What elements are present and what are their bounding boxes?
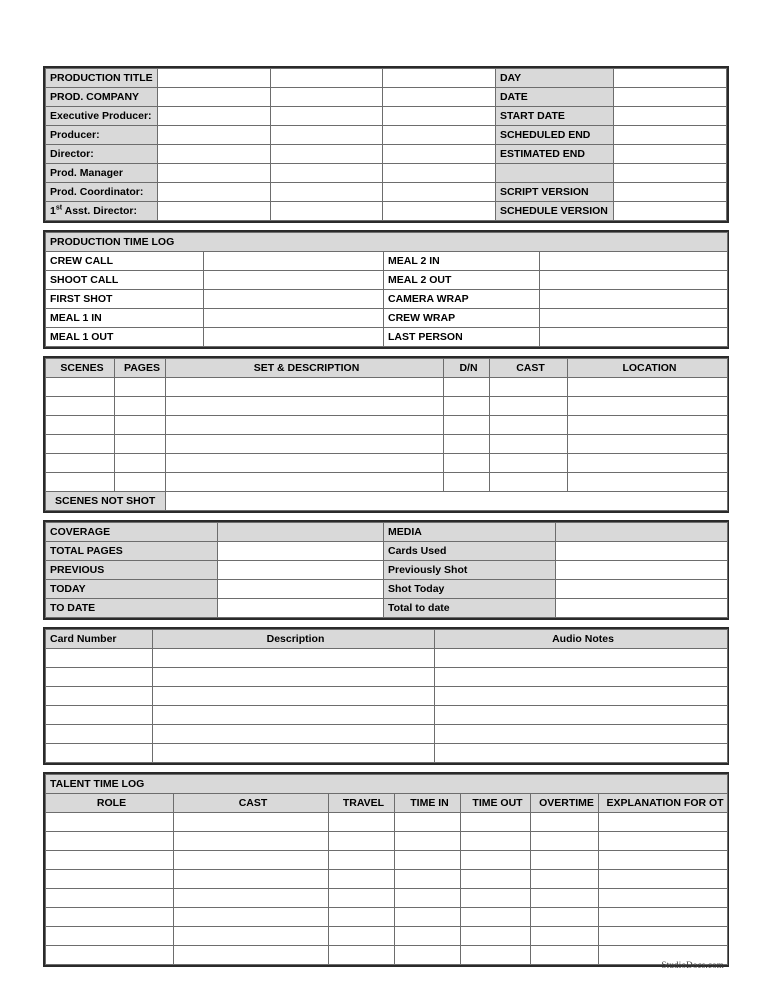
field-total-pages[interactable]: [218, 542, 384, 561]
label-meal-2-out: MEAL 2 OUT: [384, 271, 540, 290]
cell-explanation[interactable]: [599, 851, 728, 870]
cell-scenes[interactable]: [46, 473, 115, 492]
column-header-time-in: TIME IN: [395, 794, 461, 813]
field-prod-coordinator-3[interactable]: [383, 183, 495, 202]
field-prod-company-3[interactable]: [383, 88, 495, 107]
table-row: [46, 775, 728, 794]
field-previously-shot[interactable]: [556, 561, 728, 580]
field-start-date[interactable]: [614, 107, 727, 126]
cell-travel[interactable]: [329, 946, 395, 965]
table-row: [46, 69, 727, 88]
table-row: [46, 744, 728, 763]
table-row: [46, 88, 727, 107]
field-script-version[interactable]: [614, 183, 727, 202]
table-row: [46, 687, 728, 706]
label-to-date: TO DATE: [46, 599, 218, 618]
label-total-to-date: Total to date: [384, 599, 556, 618]
field-first-shot[interactable]: [204, 290, 384, 309]
cell-scenes[interactable]: [46, 397, 115, 416]
table-row: [46, 870, 728, 889]
cell-time-out[interactable]: [461, 832, 531, 851]
table-row: [46, 908, 728, 927]
label-prod-coordinator: Prod. Coordinator:: [46, 183, 158, 202]
cell-scenes[interactable]: [46, 378, 115, 397]
label-executive-producer: Executive Producer:: [46, 107, 158, 126]
table-row: [46, 946, 728, 965]
cell-cast[interactable]: [174, 851, 329, 870]
field-prod-coordinator-1[interactable]: [158, 183, 270, 202]
field-cards-used[interactable]: [556, 542, 728, 561]
cell-dn[interactable]: [444, 473, 490, 492]
cell-overtime[interactable]: [531, 851, 599, 870]
cell-cast[interactable]: [174, 889, 329, 908]
label-today: TODAY: [46, 580, 218, 599]
field-producer-3[interactable]: [383, 126, 495, 145]
field-meal-2-in[interactable]: [540, 252, 728, 271]
cell-set-description[interactable]: [166, 435, 444, 454]
cell-role[interactable]: [46, 832, 174, 851]
cell-time-in[interactable]: [395, 832, 461, 851]
label-crew-wrap: CREW WRAP: [384, 309, 540, 328]
cell-time-out[interactable]: [461, 851, 531, 870]
scenes-table: [43, 356, 729, 513]
field-prod-company-2[interactable]: [270, 88, 382, 107]
cell-time-in[interactable]: [395, 870, 461, 889]
field-first-asst-director-1[interactable]: [158, 202, 270, 221]
field-media: [556, 523, 728, 542]
cell-cast[interactable]: [174, 927, 329, 946]
column-header-audio-notes: Audio Notes: [435, 630, 728, 649]
cell-audio-notes[interactable]: [435, 649, 728, 668]
label-scheduled-end: SCHEDULED END: [495, 126, 614, 145]
form-sheet: [43, 66, 725, 975]
cell-card-number[interactable]: [46, 725, 153, 744]
cell-description[interactable]: [153, 725, 435, 744]
cell-overtime[interactable]: [531, 832, 599, 851]
cell-pages[interactable]: [115, 416, 166, 435]
field-estimated-end[interactable]: [614, 145, 727, 164]
label-coverage: COVERAGE: [46, 523, 218, 542]
label-production-title: PRODUCTION TITLE: [46, 69, 158, 88]
cell-pages[interactable]: [115, 378, 166, 397]
cell-role[interactable]: [46, 870, 174, 889]
cell-set-description[interactable]: [166, 416, 444, 435]
cell-role[interactable]: [46, 927, 174, 946]
cell-set-description[interactable]: [166, 473, 444, 492]
field-director-3[interactable]: [383, 145, 495, 164]
table-row: [46, 202, 727, 221]
cell-set-description[interactable]: [166, 454, 444, 473]
field-executive-producer-3[interactable]: [383, 107, 495, 126]
cell-explanation[interactable]: [599, 870, 728, 889]
label-meal-1-out: MEAL 1 OUT: [46, 328, 204, 347]
cell-role[interactable]: [46, 889, 174, 908]
cell-pages[interactable]: [115, 435, 166, 454]
label-first-asst-director: 1st Asst. Director:: [46, 202, 158, 221]
field-shot-today[interactable]: [556, 580, 728, 599]
cell-overtime[interactable]: [531, 927, 599, 946]
field-day[interactable]: [614, 69, 727, 88]
cell-time-out[interactable]: [461, 870, 531, 889]
cell-cast[interactable]: [174, 946, 329, 965]
cell-location[interactable]: [568, 435, 728, 454]
table-row: [46, 183, 727, 202]
cell-overtime[interactable]: [531, 908, 599, 927]
table-row: [46, 397, 728, 416]
field-meal-2-out[interactable]: [540, 271, 728, 290]
field-director-2[interactable]: [270, 145, 382, 164]
table-row: [46, 599, 728, 618]
label-previous: PREVIOUS: [46, 561, 218, 580]
field-prod-manager-2[interactable]: [270, 164, 382, 183]
cell-travel[interactable]: [329, 813, 395, 832]
cell-travel[interactable]: [329, 870, 395, 889]
cell-time-in[interactable]: [395, 927, 461, 946]
card-log-grid: [45, 629, 728, 763]
cell-audio-notes[interactable]: [435, 744, 728, 763]
field-prod-manager-1[interactable]: [158, 164, 270, 183]
cell-cast[interactable]: [174, 908, 329, 927]
label-prod-manager: Prod. Manager: [46, 164, 158, 183]
field-prod-manager-3[interactable]: [383, 164, 495, 183]
table-row: [46, 454, 728, 473]
cell-explanation[interactable]: [599, 908, 728, 927]
column-header-travel: TRAVEL: [329, 794, 395, 813]
column-header-set-description: SET & DESCRIPTION: [166, 359, 444, 378]
cell-audio-notes[interactable]: [435, 687, 728, 706]
cell-audio-notes[interactable]: [435, 725, 728, 744]
label-meal-2-in: MEAL 2 IN: [384, 252, 540, 271]
cell-time-out[interactable]: [461, 813, 531, 832]
cell-cast[interactable]: [490, 378, 568, 397]
table-row: [46, 832, 728, 851]
cell-dn[interactable]: [444, 435, 490, 454]
cell-explanation[interactable]: [599, 813, 728, 832]
cell-set-description[interactable]: [166, 378, 444, 397]
column-header-dn: D/N: [444, 359, 490, 378]
talent-time-log-grid: [45, 774, 728, 965]
production-time-log-grid: [45, 232, 728, 347]
cell-time-out[interactable]: [461, 889, 531, 908]
cell-overtime[interactable]: [531, 870, 599, 889]
table-row: [46, 580, 728, 599]
cell-cast[interactable]: [174, 813, 329, 832]
cell-description[interactable]: [153, 687, 435, 706]
cell-pages[interactable]: [115, 473, 166, 492]
field-scheduled-end[interactable]: [614, 126, 727, 145]
cell-role[interactable]: [46, 946, 174, 965]
table-header-row: [46, 359, 728, 378]
label-prod-company: PROD. COMPANY: [46, 88, 158, 107]
cell-cast[interactable]: [490, 435, 568, 454]
table-header-row: [46, 630, 728, 649]
cell-cast[interactable]: [490, 473, 568, 492]
field-date[interactable]: [614, 88, 727, 107]
table-row: [46, 164, 727, 183]
field-production-title-3[interactable]: [383, 69, 495, 88]
field-producer-1[interactable]: [158, 126, 270, 145]
field-coverage: [218, 523, 384, 542]
talent-time-log-table: [43, 772, 729, 967]
table-row: [46, 309, 728, 328]
cell-pages[interactable]: [115, 454, 166, 473]
label-director: Director:: [46, 145, 158, 164]
table-row: [46, 435, 728, 454]
cell-description[interactable]: [153, 706, 435, 725]
cell-role[interactable]: [46, 908, 174, 927]
table-row: [46, 328, 728, 347]
field-schedule-version[interactable]: [614, 202, 727, 221]
cell-time-out[interactable]: [461, 908, 531, 927]
field-meal-1-in[interactable]: [204, 309, 384, 328]
cell-explanation[interactable]: [599, 889, 728, 908]
label-camera-wrap: CAMERA WRAP: [384, 290, 540, 309]
table-row: [46, 542, 728, 561]
cell-description[interactable]: [153, 744, 435, 763]
column-header-description: Description: [153, 630, 435, 649]
field-first-asst-director-2[interactable]: [270, 202, 382, 221]
cell-overtime[interactable]: [531, 946, 599, 965]
cell-cast[interactable]: [174, 832, 329, 851]
table-row: [46, 725, 728, 744]
label-crew-call: CREW CALL: [46, 252, 204, 271]
field-executive-producer-2[interactable]: [270, 107, 382, 126]
cell-explanation[interactable]: [599, 927, 728, 946]
column-header-card-number: Card Number: [46, 630, 153, 649]
cell-location[interactable]: [568, 397, 728, 416]
field-today[interactable]: [218, 580, 384, 599]
label-day: DAY: [495, 69, 614, 88]
cell-audio-notes[interactable]: [435, 668, 728, 687]
field-director-1[interactable]: [158, 145, 270, 164]
field-meal-1-out[interactable]: [204, 328, 384, 347]
field-first-asst-director-3[interactable]: [383, 202, 495, 221]
table-row: [46, 649, 728, 668]
field-production-title-2[interactable]: [270, 69, 382, 88]
cell-travel[interactable]: [329, 851, 395, 870]
table-row: [46, 561, 728, 580]
label-shoot-call: SHOOT CALL: [46, 271, 204, 290]
field-prod-coordinator-2[interactable]: [270, 183, 382, 202]
cell-dn[interactable]: [444, 416, 490, 435]
field-last-person[interactable]: [540, 328, 728, 347]
cell-travel[interactable]: [329, 832, 395, 851]
cell-pages[interactable]: [115, 397, 166, 416]
cell-travel[interactable]: [329, 908, 395, 927]
cell-dn[interactable]: [444, 378, 490, 397]
cell-description[interactable]: [153, 649, 435, 668]
cell-overtime[interactable]: [531, 889, 599, 908]
label-meal-1-in: MEAL 1 IN: [46, 309, 204, 328]
table-row: [46, 271, 728, 290]
label-total-pages: TOTAL PAGES: [46, 542, 218, 561]
table-row: [46, 145, 727, 164]
field-to-date[interactable]: [218, 599, 384, 618]
cell-overtime[interactable]: [531, 813, 599, 832]
table-row: [46, 889, 728, 908]
field-crew-wrap[interactable]: [540, 309, 728, 328]
label-blank-row: [495, 164, 614, 183]
field-shoot-call[interactable]: [204, 271, 384, 290]
table-row: [46, 927, 728, 946]
table-row: [46, 706, 728, 725]
cell-role[interactable]: [46, 851, 174, 870]
column-header-cast: CAST: [174, 794, 329, 813]
production-info-grid: [45, 68, 727, 221]
label-last-person: LAST PERSON: [384, 328, 540, 347]
table-row: [46, 416, 728, 435]
label-media: MEDIA: [384, 523, 556, 542]
cell-time-in[interactable]: [395, 946, 461, 965]
column-header-time-out: TIME OUT: [461, 794, 531, 813]
site-footer: StudioDocs.com: [661, 960, 724, 970]
production-time-log-table: [43, 230, 729, 349]
ordinal-suffix: st: [55, 204, 63, 212]
column-header-cast: CAST: [490, 359, 568, 378]
label-schedule-version: SCHEDULE VERSION: [495, 202, 614, 221]
table-header-row: [46, 794, 728, 813]
table-row: [46, 492, 728, 511]
cell-card-number[interactable]: [46, 744, 153, 763]
cell-explanation[interactable]: [599, 832, 728, 851]
table-row: [46, 378, 728, 397]
label-scenes-not-shot: SCENES NOT SHOT: [46, 492, 166, 511]
field-total-to-date[interactable]: [556, 599, 728, 618]
label-start-date: START DATE: [495, 107, 614, 126]
field-production-title-1[interactable]: [158, 69, 270, 88]
cell-location[interactable]: [568, 416, 728, 435]
field-previous[interactable]: [218, 561, 384, 580]
cell-set-description[interactable]: [166, 397, 444, 416]
cell-audio-notes[interactable]: [435, 706, 728, 725]
cell-location[interactable]: [568, 454, 728, 473]
field-crew-call[interactable]: [204, 252, 384, 271]
cell-time-in[interactable]: [395, 813, 461, 832]
table-row: [46, 668, 728, 687]
coverage-media-grid: [45, 522, 728, 618]
field-blank-row[interactable]: [614, 164, 727, 183]
cell-card-number[interactable]: [46, 706, 153, 725]
field-prod-company-1[interactable]: [158, 88, 270, 107]
cell-scenes[interactable]: [46, 435, 115, 454]
field-camera-wrap[interactable]: [540, 290, 728, 309]
column-header-location: LOCATION: [568, 359, 728, 378]
table-row: [46, 126, 727, 145]
cell-cast[interactable]: [490, 416, 568, 435]
field-scenes-not-shot[interactable]: [166, 492, 728, 511]
label-shot-today: Shot Today: [384, 580, 556, 599]
cell-dn[interactable]: [444, 454, 490, 473]
cell-cast[interactable]: [174, 870, 329, 889]
scenes-grid: [45, 358, 728, 511]
table-row: [46, 523, 728, 542]
cell-dn[interactable]: [444, 397, 490, 416]
cell-travel[interactable]: [329, 927, 395, 946]
column-header-scenes: SCENES: [46, 359, 115, 378]
label-producer: Producer:: [46, 126, 158, 145]
label-estimated-end: ESTIMATED END: [495, 145, 614, 164]
label-cards-used: Cards Used: [384, 542, 556, 561]
table-row: [46, 252, 728, 271]
cell-card-number[interactable]: [46, 687, 153, 706]
cell-time-out[interactable]: [461, 946, 531, 965]
table-row: [46, 473, 728, 492]
table-row: [46, 290, 728, 309]
cell-description[interactable]: [153, 668, 435, 687]
cell-card-number[interactable]: [46, 668, 153, 687]
table-row: [46, 813, 728, 832]
column-header-overtime: OVERTIME: [531, 794, 599, 813]
label-script-version: SCRIPT VERSION: [495, 183, 614, 202]
table-row: [46, 107, 727, 126]
cell-travel[interactable]: [329, 889, 395, 908]
coverage-media-table: [43, 520, 729, 620]
cell-time-in[interactable]: [395, 908, 461, 927]
cell-time-in[interactable]: [395, 851, 461, 870]
label-date: DATE: [495, 88, 614, 107]
table-row: [46, 233, 728, 252]
cell-location[interactable]: [568, 473, 728, 492]
table-row: [46, 851, 728, 870]
talent-time-log-title: TALENT TIME LOG: [46, 775, 728, 794]
cell-time-in[interactable]: [395, 889, 461, 908]
cell-scenes[interactable]: [46, 416, 115, 435]
cell-location[interactable]: [568, 378, 728, 397]
column-header-explanation-for-ot: EXPLANATION FOR OT: [599, 794, 728, 813]
cell-cast[interactable]: [490, 454, 568, 473]
cell-card-number[interactable]: [46, 649, 153, 668]
label-previously-shot: Previously Shot: [384, 561, 556, 580]
cell-role[interactable]: [46, 813, 174, 832]
cell-cast[interactable]: [490, 397, 568, 416]
field-producer-2[interactable]: [270, 126, 382, 145]
cell-scenes[interactable]: [46, 454, 115, 473]
cell-time-out[interactable]: [461, 927, 531, 946]
field-executive-producer-1[interactable]: [158, 107, 270, 126]
card-log-table: [43, 627, 729, 765]
production-info-table: [43, 66, 729, 223]
label-first-shot: FIRST SHOT: [46, 290, 204, 309]
production-time-log-title: PRODUCTION TIME LOG: [46, 233, 728, 252]
column-header-role: ROLE: [46, 794, 174, 813]
column-header-pages: PAGES: [115, 359, 166, 378]
